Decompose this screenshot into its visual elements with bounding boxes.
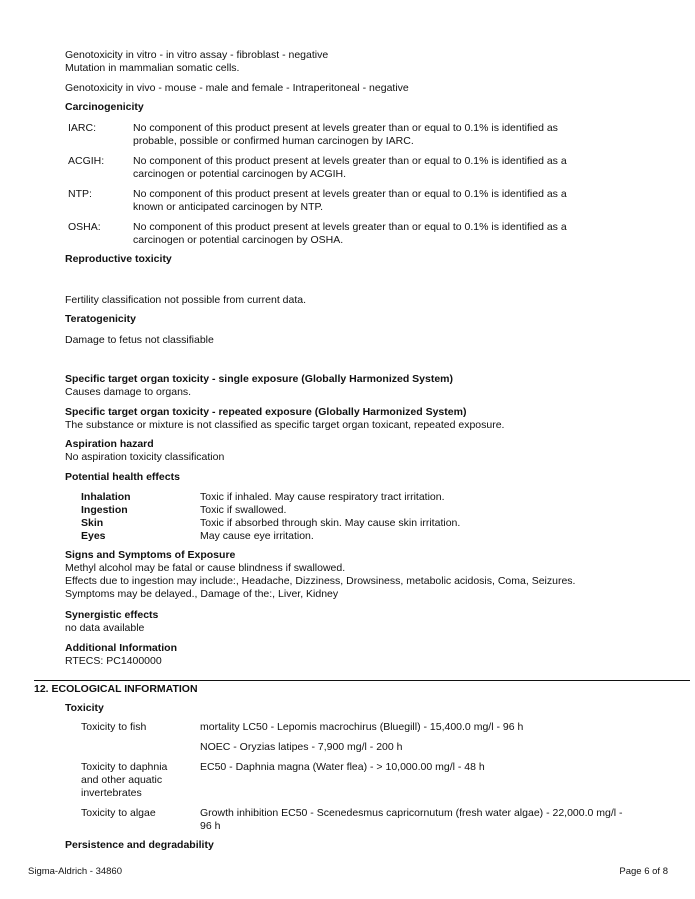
carc-label-ntp: NTP:: [68, 188, 92, 200]
carc-label-osha: OSHA:: [68, 221, 101, 233]
footer-left: Sigma-Aldrich - 34860: [28, 866, 122, 877]
carc-text-iarc-2: probable, possible or confirmed human carcinogen by IARC.: [133, 135, 414, 147]
carcinogenicity-heading: Carcinogenicity: [65, 101, 144, 113]
reproductive-text: Fertility classification not possible from current data.: [65, 294, 307, 306]
symptoms-line2: Effects due to ingestion may include:, Headache, Dizziness, Drowsiness, metabolic acidosis, Coma, Seizures.: [65, 575, 576, 587]
symptoms-heading: Signs and Symptoms of Exposure: [65, 549, 236, 561]
genotox-vitro-line1: Genotoxicity in vitro - in vitro assay - fibroblast - negative: [65, 49, 329, 61]
health-text-inhalation: Toxic if inhaled. May cause respiratory tract irritation.: [200, 491, 445, 503]
carc-text-acgih-2: carcinogen or potential carcinogen by ACGIH.: [133, 168, 347, 180]
reproductive-heading: Reproductive toxicity: [65, 253, 172, 265]
health-text-eyes: May cause eye irritation.: [200, 530, 314, 542]
aspiration-text: No aspiration toxicity classification: [65, 451, 225, 463]
stot-single-text: Causes damage to organs.: [65, 386, 192, 398]
carc-label-acgih: ACGIH:: [68, 155, 105, 167]
health-label-inhalation: Inhalation: [81, 491, 131, 503]
genotox-vitro-line2: Mutation in mammalian somatic cells.: [65, 62, 240, 74]
section-12-title: 12. ECOLOGICAL INFORMATION: [34, 683, 198, 695]
daphnia-text: EC50 - Daphnia magna (Water flea) - > 10,000.00 mg/l - 48 h: [200, 761, 485, 773]
carc-text-osha-2: carcinogen or potential carcinogen by OSHA.: [133, 234, 344, 246]
algae-line2: 96 h: [200, 820, 221, 832]
stot-single-heading: Specific target organ toxicity - single exposure (Globally Harmonized System): [65, 373, 454, 385]
carc-label-iarc: IARC:: [68, 122, 97, 134]
daphnia-label-1: Toxicity to daphnia: [81, 761, 168, 773]
teratogenicity-heading: Teratogenicity: [65, 313, 136, 325]
section-divider: [34, 680, 690, 681]
stot-repeated-heading: Specific target organ toxicity - repeated exposure (Globally Harmonized System): [65, 406, 467, 418]
health-label-eyes: Eyes: [81, 530, 106, 542]
daphnia-label-2: and other aquatic: [81, 774, 163, 786]
additional-text: RTECS: PC1400000: [65, 655, 162, 667]
persistence-heading: Persistence and degradability: [65, 839, 214, 851]
carc-text-ntp-1: No component of this product present at levels greater than or equal to 0.1% is identified as a: [133, 188, 567, 200]
health-text-skin: Toxic if absorbed through skin. May cause skin irritation.: [200, 517, 461, 529]
carc-text-osha-1: No component of this product present at levels greater than or equal to 0.1% is identified as a: [133, 221, 567, 233]
health-label-skin: Skin: [81, 517, 104, 529]
algae-label: Toxicity to algae: [81, 807, 156, 819]
teratogenicity-text: Damage to fetus not classifiable: [65, 334, 214, 346]
symptoms-line3: Symptoms may be delayed., Damage of the:, Liver, Kidney: [65, 588, 339, 600]
health-label-ingestion: Ingestion: [81, 504, 128, 516]
toxicity-heading: Toxicity: [65, 702, 104, 714]
symptoms-line1: Methyl alcohol may be fatal or cause blindness if swallowed.: [65, 562, 346, 574]
fish-line2: NOEC - Oryzias latipes - 7,900 mg/l - 200 h: [200, 741, 403, 753]
synergistic-heading: Synergistic effects: [65, 609, 159, 621]
carc-text-iarc-1: No component of this product present at levels greater than or equal to 0.1% is identified as: [133, 122, 558, 134]
synergistic-text: no data available: [65, 622, 145, 634]
algae-line1: Growth inhibition EC50 - Scenedesmus capricornutum (fresh water algae) - 22,000.0 mg/l -: [200, 807, 623, 819]
aspiration-heading: Aspiration hazard: [65, 438, 154, 450]
health-effects-heading: Potential health effects: [65, 471, 180, 483]
daphnia-label-3: invertebrates: [81, 787, 142, 799]
additional-heading: Additional Information: [65, 642, 177, 654]
footer-page-number: Page 6 of 8: [619, 866, 668, 877]
fish-label: Toxicity to fish: [81, 721, 147, 733]
genotox-vivo: Genotoxicity in vivo - mouse - male and female - Intraperitoneal - negative: [65, 82, 409, 94]
stot-repeated-text: The substance or mixture is not classified as specific target organ toxicant, repeated exposure.: [65, 419, 505, 431]
carc-text-acgih-1: No component of this product present at levels greater than or equal to 0.1% is identified as a: [133, 155, 567, 167]
carc-text-ntp-2: known or anticipated carcinogen by NTP.: [133, 201, 324, 213]
health-text-ingestion: Toxic if swallowed.: [200, 504, 287, 516]
fish-line1: mortality LC50 - Lepomis macrochirus (Bluegill) - 15,400.0 mg/l - 96 h: [200, 721, 524, 733]
